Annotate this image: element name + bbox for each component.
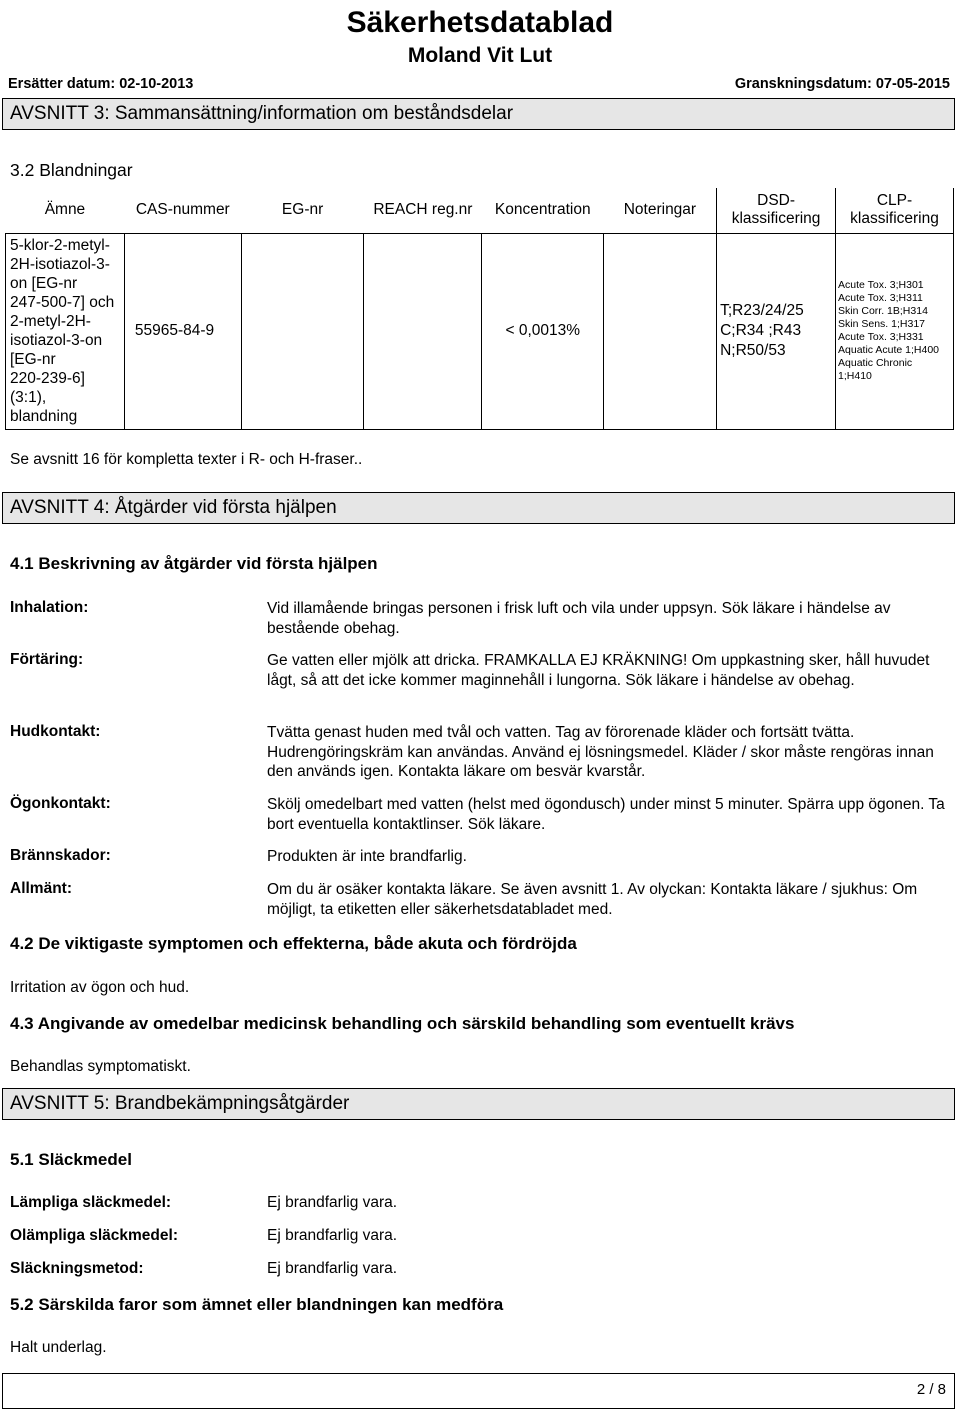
subsection-4-3-title: 4.3 Angivande av omedelbar medicinsk behandling och särskild behandling som eventuellt krävs — [10, 1014, 795, 1033]
first-aid-label: Förtäring: — [10, 651, 84, 668]
phrases-note: Se avsnitt 16 för kompletta texter i R- och H-fraser.. — [10, 451, 363, 468]
extinguish-text: Ej brandfarlig vara. — [267, 1227, 398, 1244]
subsection-3-2-title: 3.2 Blandningar — [10, 160, 133, 180]
product-name: Moland Vit Lut — [407, 44, 553, 67]
footer-box — [2, 1373, 955, 1409]
subsection-4-1-title: 4.1 Beskrivning av åtgärder vid första hjälpen — [10, 554, 378, 573]
review-date: Granskningsdatum: 07-05-2015 — [734, 76, 950, 92]
first-aid-text: Skölj omedelbart med vatten (helst med ögondusch) under minst 5 minuter. Spärra upp ögonen. Ta bort eventuella kontaktlinser. Sök läkare. — [267, 796, 945, 833]
page-number: 2 / 8 — [916, 1381, 946, 1398]
header-concentration: Koncentration — [482, 188, 604, 233]
header-clp: CLP- klassificering — [836, 188, 954, 233]
first-aid-text: Om du är osäker kontakta läkare. Se även avsnitt 1. Av olyckan: Kontakta läkare / sjukhus: Om möjligt, ta etiketten eller säkerhetsdatabladet med. — [267, 881, 918, 918]
first-aid-text: Ge vatten eller mjölk att dricka. FRAMKALLA EJ KRÄKNING! Om uppkastning sker, håll huvudet lågt, så att det icke kommer maginnehåll i lungorna. Sök läkare i händelse av obehag. — [267, 652, 930, 689]
header-dsd: DSD- klassificering — [717, 188, 836, 233]
subsection-4-3-text: Behandlas symptomatiskt. — [10, 1058, 191, 1075]
extinguish-text: Ej brandfarlig vara. — [267, 1194, 398, 1211]
section-3-title: AVSNITT 3: Sammansättning/information om beståndsdelar — [2, 98, 955, 130]
extinguish-label: Lämpliga släckmedel: — [10, 1194, 172, 1211]
extinguish-text: Ej brandfarlig vara. — [267, 1260, 398, 1277]
section-4-title: AVSNITT 4: Åtgärder vid första hjälpen — [2, 492, 955, 524]
first-aid-label: Inhalation: — [10, 599, 89, 616]
concentration-value: < 0,0013% — [482, 233, 604, 430]
first-aid-label: Ögonkontakt: — [10, 795, 111, 812]
table-header-row — [6, 188, 954, 233]
cas-number: 55965-84-9 — [124, 233, 241, 430]
subsection-5-1-title: 5.1 Släckmedel — [10, 1150, 132, 1169]
first-aid-text: Vid illamående bringas personen i frisk luft och vila under uppsyn. Sök läkare i händelse av bestående obehag. — [267, 600, 891, 637]
header-eg: EG-nr — [241, 188, 364, 233]
header-cas: CAS-nummer — [124, 188, 241, 233]
header-notes: Noteringar — [604, 188, 717, 233]
first-aid-text: Produkten är inte brandfarlig. — [267, 848, 467, 865]
section-5-title: AVSNITT 5: Brandbekämpningsåtgärder — [2, 1088, 955, 1120]
subsection-4-2-text: Irritation av ögon och hud. — [10, 979, 190, 996]
reach-number — [364, 233, 482, 430]
document-title: Säkerhetsdatablad — [346, 6, 614, 39]
first-aid-label: Hudkontakt: — [10, 723, 101, 740]
first-aid-label: Brännskador: — [10, 847, 111, 864]
first-aid-text: Tvätta genast huden med tvål och vatten. Tag av förorenade kläder och fortsätt tvätta. Hudrengöringskräm kan användas. Använd ej lösningsmedel. Kläder / skor måste rengöras innan den används igen. Kontakta läkare om besvär kvarstår. — [267, 724, 934, 780]
replaces-date: Ersätter datum: 02-10-2013 — [8, 76, 194, 92]
header-reach: REACH reg.nr — [364, 188, 482, 233]
subsection-5-2-title: 5.2 Särskilda faror som ämnet eller blandningen kan medföra — [10, 1295, 504, 1314]
composition-table — [5, 188, 954, 430]
header-substance: Ämne — [6, 188, 125, 233]
eg-number — [241, 233, 364, 430]
table-row — [6, 233, 954, 430]
subsection-4-2-title: 4.2 De viktigaste symptomen och effekterna, både akuta och fördröjda — [10, 934, 577, 953]
notes-value — [604, 233, 717, 430]
extinguish-label: Olämpliga släckmedel: — [10, 1227, 178, 1244]
clp-classification: Acute Tox. 3;H301 Acute Tox. 3;H311 Skin Corr. 1B;H314 Skin Sens. 1;H317 Acute Tox. 3;H331 Aquatic Acute 1;H400 Aquatic Chronic 1;H410 — [836, 233, 954, 430]
dsd-classification: T;R23/24/25 C;R34 ;R43 N;R50/53 — [717, 233, 836, 430]
subsection-5-2-text: Halt underlag. — [10, 1339, 107, 1356]
first-aid-label: Allmänt: — [10, 880, 72, 897]
substance-name: 5-klor-2-metyl- 2H-isotiazol-3- on [EG-nr 247-500-7] och 2-metyl-2H- isotiazol-3-on [EG-nr 220-239-6] (3:1), blandning — [6, 233, 125, 430]
extinguish-label: Släckningsmetod: — [10, 1260, 144, 1277]
